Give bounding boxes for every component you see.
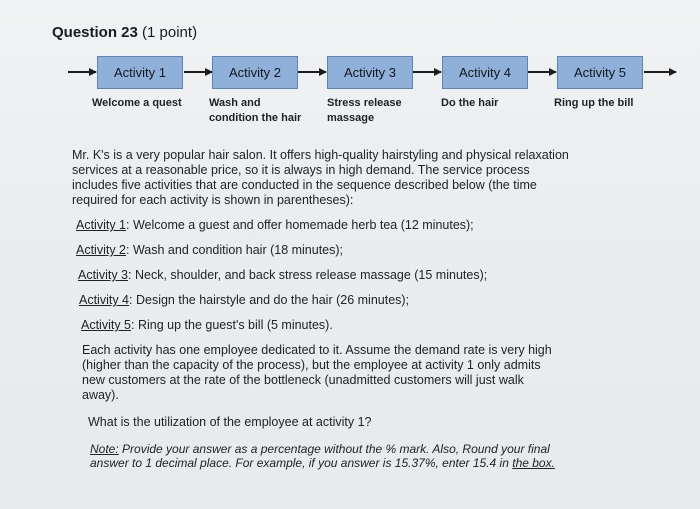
activity-4-description (79, 293, 662, 308)
question-prompt: What is the utilization of the employee at activity 1? (88, 415, 372, 429)
activity-5-text: : Ring up the guest's bill (5 minutes). (131, 318, 333, 332)
activity-3-label: Stress release massage (327, 97, 402, 124)
activity-4-box: Activity 4 (442, 56, 528, 89)
activity-2-box: Activity 2 (212, 56, 298, 89)
activity-2-label: Wash and condition the hair (209, 97, 302, 124)
question-body (72, 148, 662, 470)
activity-4-name: Activity 4 (79, 293, 130, 307)
activity-5-label: Ring up the bill (554, 97, 634, 109)
activity-4-text: : Design the hairstyle and do the hair (26 minutes); (129, 293, 410, 307)
activity-2-text: : Wash and condition hair (18 minutes); (126, 243, 344, 257)
activity-3-name: Activity 3 (78, 268, 129, 282)
activity-1-description (76, 218, 662, 233)
activity-2-name: Activity 2 (76, 243, 127, 257)
activity-5-description (81, 318, 662, 333)
activity-5-box: Activity 5 (557, 56, 643, 89)
activity-2-description (76, 243, 662, 258)
note-text: Provide your answer as a percentage without the % mark. Also, Round your final answer to 1 decimal place. For example, if you answer is 15.37%, enter 15.4 in (90, 442, 550, 470)
activity-4-label: Do the hair (441, 97, 499, 109)
activity-1-text: : Welcome a guest and offer homemade herb tea (12 minutes); (126, 218, 474, 232)
assumption-paragraph: Each activity has one employee dedicated to it. Assume the demand rate is very high (higher than the capacity of the process), but the employee at activity 1 only admits new customers at the rate of the bottleneck (unadmitted customers will just walk away). (82, 343, 552, 402)
answer-note (90, 442, 560, 470)
activity-1-label: Welcome a quest (92, 97, 182, 109)
activity-1-box: Activity 1 (97, 56, 183, 89)
note-label: Note: (90, 442, 119, 456)
activity-5-name: Activity 5 (81, 318, 132, 332)
question-points: (1 point) (142, 24, 198, 41)
activity-1-name: Activity 1 (76, 218, 127, 232)
activity-3-text: : Neck, shoulder, and back stress release massage (15 minutes); (128, 268, 488, 282)
activity-3-description (78, 268, 662, 283)
note-tail: the box. (512, 456, 555, 470)
process-flow-diagram (0, 0, 700, 140)
question-number: Question 23 (52, 24, 138, 41)
activity-3-box: Activity 3 (327, 56, 413, 89)
intro-paragraph: Mr. K's is a very popular hair salon. It offers high-quality hairstyling and physical relaxation services at a reasonable price, so it is always in high demand. The service process includes five activities that are conducted in the sequence described below (the time required for each activity is shown in parentheses): (72, 148, 569, 207)
